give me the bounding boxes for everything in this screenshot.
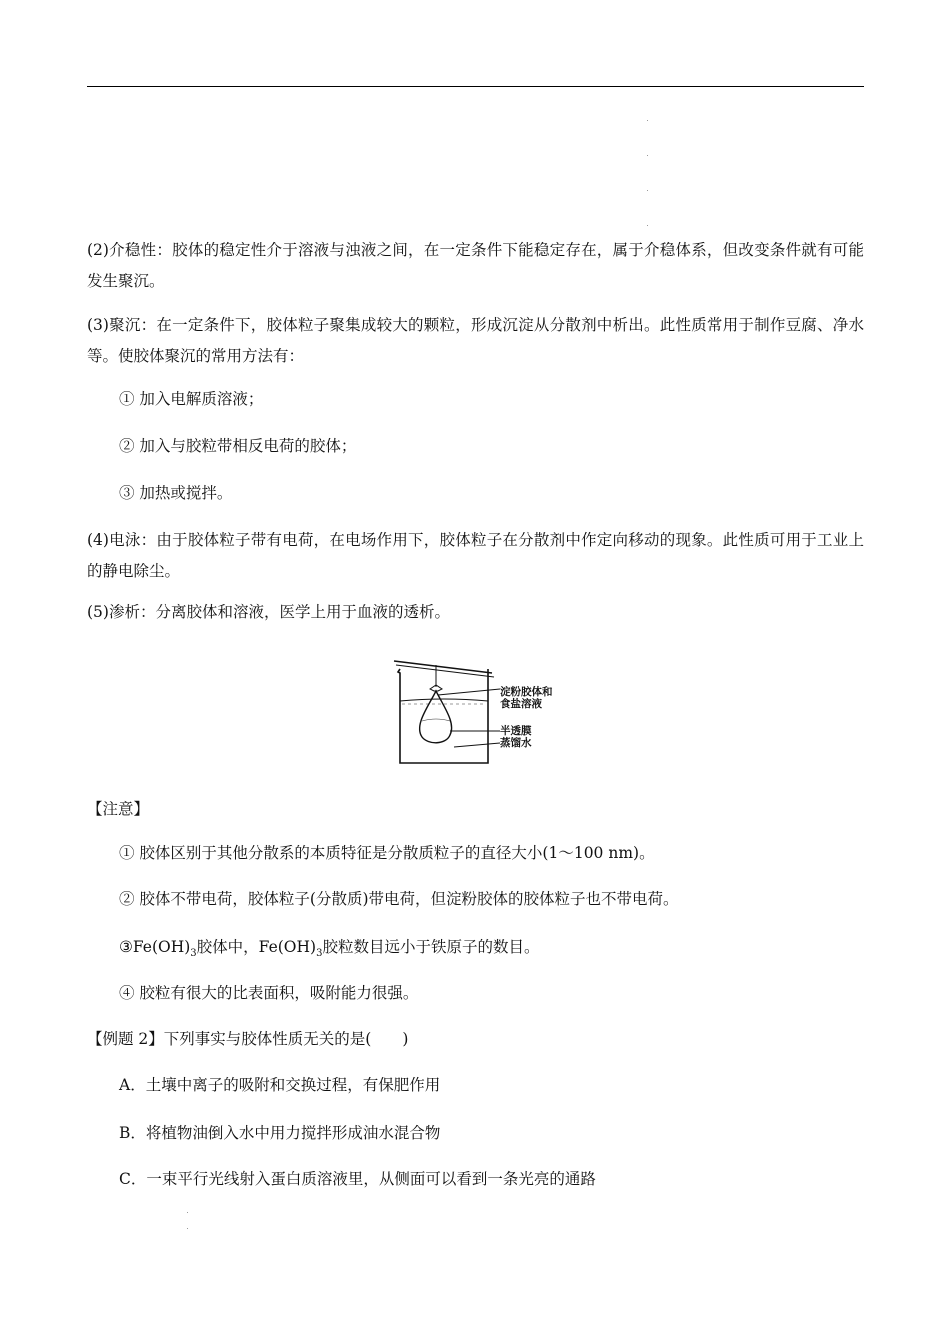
speck <box>187 1212 188 1213</box>
example-question-text: 下列事实与胶体性质无关的是( ) <box>163 1030 409 1048</box>
coagulation-method-3: ③ 加热或搅拌。 <box>119 484 233 502</box>
example-heading: 【例题 2】 <box>87 1030 164 1048</box>
metastability-paragraph: (2)介稳性：胶体的稳定性介于溶液与浊液之间，在一定条件下能稳定存在，属于介稳体系，但改变条件就有可能发生聚沉。 <box>87 241 864 290</box>
dialysis-paragraph: (5)渗析：分离胶体和溶液，医学上用于血液的透析。 <box>87 603 450 621</box>
speck <box>647 155 648 156</box>
example-question <box>87 1027 408 1051</box>
dialysis-beaker-illustration <box>392 655 568 767</box>
coagulation-method-2: ② 加入与胶粒带相反电荷的胶体； <box>119 437 357 455</box>
coagulation-paragraph: (3)聚沉：在一定条件下，胶体粒子聚集成较大的颗粒，形成沉淀从分散剂中析出。此性质常用于制作豆腐、净水等。使胶体聚沉的常用方法有： <box>87 316 864 365</box>
note-3: $③Fe(OH)_3$胶体中，$Fe(OH)_3$胶粒数目远小于铁原子的数目。 <box>119 938 540 960</box>
electrophoresis-paragraph: (4)电泳：由于胶体粒子带有电荷，在电场作用下，胶体粒子在分散剂中作定向移动的现象。此性质可用于工业上的静电除尘。 <box>87 531 864 580</box>
speck <box>187 1228 188 1229</box>
note-1: ① 胶体区别于其他分散系的本质特征是分散质粒子的直径大小(1～100 nm)。 <box>119 844 655 862</box>
speck <box>647 120 648 121</box>
coagulation-method-1: ① 加入电解质溶液； <box>119 390 264 408</box>
option-b: B．将植物油倒入水中用力搅拌形成油水混合物 <box>119 1124 441 1142</box>
speck <box>647 190 648 191</box>
label-bag-line1: 淀粉胶体和 <box>500 686 553 698</box>
speck <box>647 225 648 226</box>
label-bag-line2: 食盐溶液 <box>500 698 542 710</box>
label-membrane: 半透膜 <box>500 725 532 737</box>
header-rule <box>87 86 864 87</box>
dialysis-figure <box>392 655 568 767</box>
note-4: ④ 胶粒有很大的比表面积，吸附能力很强。 <box>119 984 419 1002</box>
notes-heading: 【注意】 <box>87 800 150 818</box>
label-distilled-water: 蒸馏水 <box>500 737 532 749</box>
option-a: A．土壤中离子的吸附和交换过程，有保肥作用 <box>119 1076 441 1094</box>
note-2: ② 胶体不带电荷，胶体粒子(分散质)带电荷，但淀粉胶体的胶体粒子也不带电荷。 <box>119 890 679 908</box>
option-c: C．一束平行光线射入蛋白质溶液里，从侧面可以看到一条光亮的通路 <box>119 1170 596 1188</box>
